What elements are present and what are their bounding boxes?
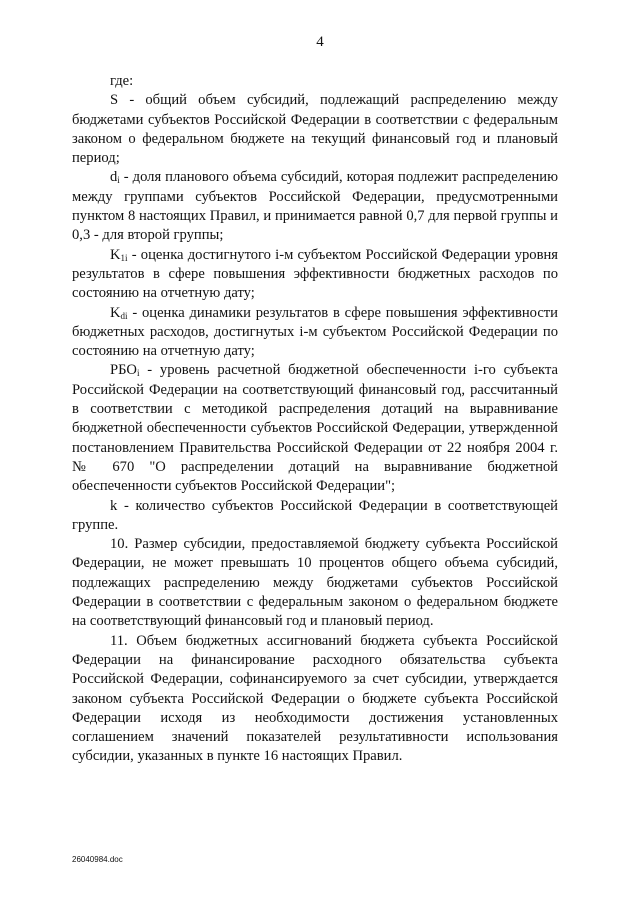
symbol-subscript: 1i: [120, 252, 128, 263]
page-number: 4: [316, 34, 324, 50]
paragraph-k1-definition: [72, 246, 558, 304]
paragraph-d-definition: [72, 168, 558, 245]
paragraph-kd-definition: [72, 304, 558, 362]
document-body: [72, 72, 558, 767]
paragraph-item-11: 11. Объем бюджетных ассигнований бюджета субъекта Российской Федерации на финансирование расходного обязательства субъекта Российской Федерации, софинансируемого за счет субсидии, утверждается законом субъекта Российской Федерации о бюджете субъекта Российской Федерации исходя из необходимости достижения установленных соглашением значений показателей результативности использования субсидии, указанных в пункте 16 настоящих Правил.: [72, 632, 558, 765]
symbol: РБО: [110, 362, 137, 379]
symbol-subscript: i: [136, 368, 140, 379]
definition-text: - оценка достигнутого i-м субъектом Российской Федерации уровня результатов в сфере повышения эффективности бюджетных расходов по состоянию на отчетную дату;: [72, 246, 558, 302]
definition-text: - доля планового объема субсидий, которая подлежит распределению между группами субъектов Российской Федерации, предусмотренными пунктом 8 настоящих Правил, и принимается равной 0,7 для первой группы и 0,3 - для второй группы;: [72, 169, 558, 244]
paragraph-k-definition: k - количество субъектов Российской Федерации в соответствующей группе.: [72, 497, 558, 533]
document-filename: 26040984.doc: [72, 855, 123, 864]
paragraph-s-definition: S - общий объем субсидий, подлежащий распределению между бюджетами субъектов Российской Федерации в соответствии с федеральным законом о федеральном бюджете на текущий финансовый год и плановый период;: [72, 92, 558, 167]
symbol: d: [110, 169, 118, 186]
definition-text: - уровень расчетной бюджетной обеспеченности i-го субъекта Российской Федерации на соответствующий финансовый год, рассчитанный в соответствии с методикой распределения дотаций на выравнивание бюджетной обеспеченности субъектов Российской Федерации, утвержденной постановлением Правительства Российской Федерации от 22 ноября 2004 г. № 670 "О распределении дотаций на выравнивание бюджетной обеспеченности субъектов Российской Федерации";: [72, 362, 558, 495]
symbol: K: [110, 304, 121, 321]
symbol: K: [110, 246, 121, 263]
paragraph-rbo-definition: [72, 361, 558, 496]
definition-text: - оценка динамики результатов в сфере повышения эффективности бюджетных расходов, достигнутых i-м субъектом Российской Федерации по состоянию на отчетную дату;: [72, 304, 558, 360]
symbol-subscript: i: [117, 175, 120, 186]
paragraph-item-10: 10. Размер субсидии, предоставляемой бюджету субъекта Российской Федерации, не может превышать 10 процентов общего объема субсидий, подлежащих распределению между бюджетами субъектов Российской Федерации в соответствии с федеральным законом о федеральном бюджете на соответствующий финансовый год и плановый период.: [72, 536, 558, 630]
symbol-subscript: di: [120, 310, 128, 321]
paragraph-where: где:: [110, 73, 134, 89]
